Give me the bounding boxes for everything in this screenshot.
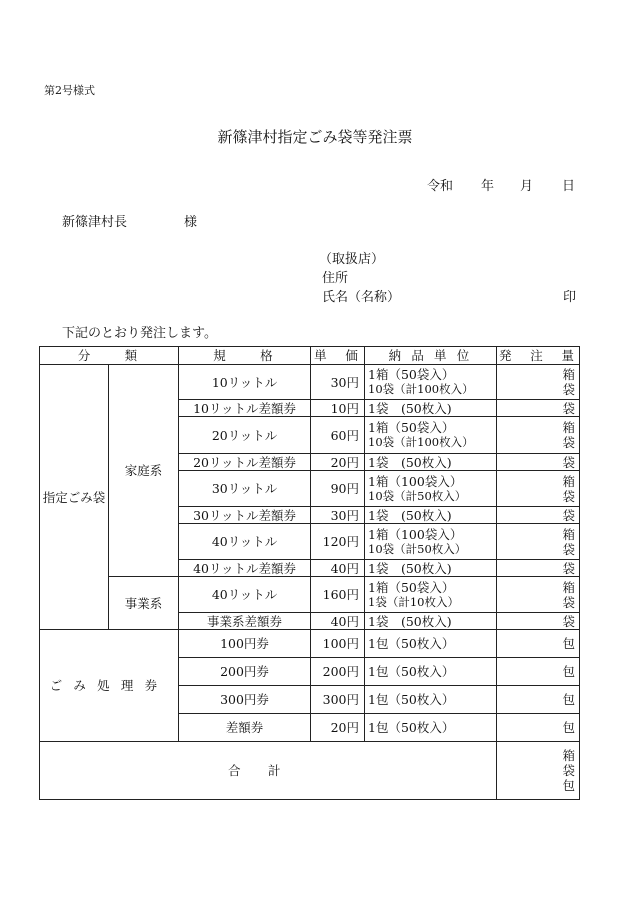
addressee-honorific: 様: [184, 215, 198, 230]
header-quantity: 発 注 量: [497, 347, 580, 365]
price-cell: 300円: [311, 686, 365, 714]
unit-cell: [365, 417, 497, 454]
spec-cell: 100円券: [179, 630, 311, 658]
price-cell: 30円: [311, 507, 365, 524]
document-title: 新篠津村指定ごみ袋等発注票: [217, 128, 413, 146]
unit-line: 1箱（50袋入）: [368, 420, 455, 435]
date-day-label: 日: [562, 179, 576, 194]
spec-cell: 20リットル差額券: [179, 454, 311, 471]
unit-cell: 1袋 (50枚入): [365, 613, 497, 630]
quantity-unit: 包: [562, 778, 576, 793]
price-cell: 20円: [311, 454, 365, 471]
unit-line: 10袋（計100枚入）: [368, 382, 474, 396]
date-era: 令和: [427, 179, 454, 194]
price-cell: 160円: [311, 577, 365, 613]
header-category: 分 類: [40, 347, 179, 365]
table-row: [40, 365, 580, 400]
intro-text: 下記のとおり発注します。: [62, 326, 217, 341]
spec-cell: 10リットル差額券: [179, 400, 311, 417]
quantity-cell[interactable]: [497, 417, 580, 454]
quantity-unit: 包: [562, 636, 576, 651]
spec-cell: 200円券: [179, 658, 311, 686]
spec-cell: 30リットル: [179, 471, 311, 507]
seal-label: 印: [563, 290, 577, 305]
price-cell: 60円: [311, 417, 365, 454]
quantity-unit: 箱: [562, 579, 576, 595]
quantity-unit: 包: [562, 664, 576, 679]
table-row: [40, 577, 580, 613]
quantity-unit: 袋: [562, 454, 576, 470]
quantity-unit: 袋: [562, 560, 576, 576]
unit-line: 10袋（計50枚入）: [368, 541, 467, 556]
form-number: 第2号様式: [44, 84, 95, 97]
quantity-cell[interactable]: [497, 454, 580, 471]
sub-home: 家庭系: [109, 365, 179, 577]
quantity-cell[interactable]: [497, 714, 580, 742]
header-spec: 規 格: [179, 347, 311, 365]
quantity-unit: 箱: [562, 367, 576, 382]
name-label: 氏名（名称）: [322, 290, 401, 305]
quantity-unit: 袋: [562, 541, 576, 557]
unit-cell: [365, 524, 497, 560]
spec-cell: 40リットル: [179, 577, 311, 613]
group-tickets: ごみ処理券: [40, 630, 179, 742]
spec-cell: 10リットル: [179, 365, 311, 400]
date-year-label: 年: [481, 179, 495, 194]
unit-cell: 1袋 (50枚入): [365, 454, 497, 471]
total-label: 合計: [40, 742, 497, 800]
unit-line: 1箱（50袋入）: [368, 367, 455, 382]
sub-business: 事業系: [109, 577, 179, 630]
unit-line: 1箱（100袋入）: [368, 526, 463, 542]
quantity-cell[interactable]: [497, 560, 580, 577]
quantity-cell[interactable]: [497, 524, 580, 560]
unit-cell: 1袋 (50枚入): [365, 507, 497, 524]
header-price: 単 価: [311, 347, 365, 365]
quantity-cell[interactable]: [497, 613, 580, 630]
price-cell: 30円: [311, 365, 365, 400]
quantity-unit: 袋: [562, 400, 576, 416]
quantity-cell[interactable]: [497, 471, 580, 507]
quantity-cell[interactable]: [497, 577, 580, 613]
quantity-cell[interactable]: [497, 365, 580, 400]
price-cell: 120円: [311, 524, 365, 560]
quantity-cell[interactable]: [497, 400, 580, 417]
price-cell: 40円: [311, 560, 365, 577]
quantity-unit: 袋: [562, 594, 576, 610]
price-cell: 40円: [311, 613, 365, 630]
spec-cell: 差額券: [179, 714, 311, 742]
price-cell: 200円: [311, 658, 365, 686]
unit-cell: 1袋 (50枚入): [365, 400, 497, 417]
unit-line: 10袋（計50枚入）: [368, 488, 467, 503]
quantity-cell[interactable]: [497, 630, 580, 658]
spec-cell: 事業系差額券: [179, 613, 311, 630]
total-quantity-cell[interactable]: [497, 742, 580, 800]
spec-cell: 20リットル: [179, 417, 311, 454]
quantity-unit: 袋: [562, 382, 576, 397]
group-bags: 指定ごみ袋: [40, 365, 109, 630]
quantity-unit: 箱: [562, 420, 576, 435]
quantity-unit: 包: [562, 720, 576, 735]
quantity-cell[interactable]: [497, 686, 580, 714]
quantity-unit: 袋: [562, 488, 576, 504]
quantity-cell[interactable]: [497, 658, 580, 686]
quantity-unit: 袋: [562, 613, 576, 629]
price-cell: 10円: [311, 400, 365, 417]
dealer-label: （取扱店）: [319, 252, 385, 267]
spec-cell: 40リットル差額券: [179, 560, 311, 577]
quantity-unit: 箱: [562, 748, 576, 763]
price-cell: 100円: [311, 630, 365, 658]
unit-cell: 1包（50枚入）: [365, 658, 497, 686]
quantity-unit: 袋: [562, 435, 576, 450]
quantity-unit: 袋: [562, 763, 576, 778]
unit-cell: [365, 471, 497, 507]
table-header-row: [40, 347, 580, 365]
addressee: 新篠津村長: [62, 215, 128, 230]
unit-line: 1箱（100袋入）: [368, 473, 463, 489]
quantity-unit: 箱: [562, 473, 576, 489]
unit-cell: 1包（50枚入）: [365, 686, 497, 714]
unit-line: 1袋（計10枚入）: [368, 594, 459, 609]
unit-line: 10袋（計100枚入）: [368, 435, 474, 449]
unit-cell: [365, 577, 497, 613]
spec-cell: 40リットル: [179, 524, 311, 560]
quantity-cell[interactable]: [497, 507, 580, 524]
total-row: [40, 742, 580, 800]
header-unit: 納 品 単 位: [365, 347, 497, 365]
unit-cell: 1包（50枚入）: [365, 630, 497, 658]
order-table: [39, 346, 580, 800]
unit-cell: 1袋 (50枚入): [365, 560, 497, 577]
quantity-unit: 包: [562, 692, 576, 707]
unit-cell: 1包（50枚入）: [365, 714, 497, 742]
quantity-unit: 袋: [562, 507, 576, 523]
quantity-unit: 箱: [562, 526, 576, 542]
price-cell: 20円: [311, 714, 365, 742]
unit-cell: [365, 365, 497, 400]
spec-cell: 30リットル差額券: [179, 507, 311, 524]
address-label: 住所: [322, 271, 349, 286]
price-cell: 90円: [311, 471, 365, 507]
spec-cell: 300円券: [179, 686, 311, 714]
table-row: [40, 630, 580, 658]
unit-line: 1箱（50袋入）: [368, 579, 455, 595]
date-month-label: 月: [520, 179, 534, 194]
